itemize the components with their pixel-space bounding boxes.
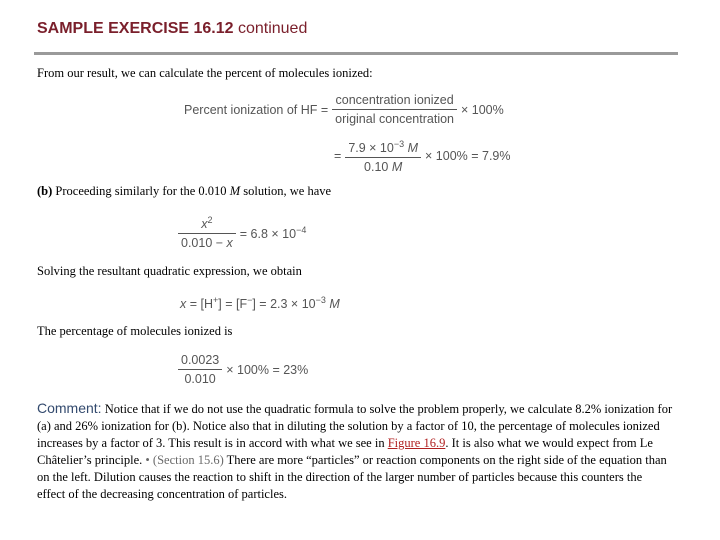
comment-label: Comment: xyxy=(37,400,102,416)
eq3-denominator: 0.010 − x xyxy=(181,236,233,251)
percentage-text: The percentage of molecules ionized is xyxy=(37,324,233,338)
eq2-equals: = xyxy=(334,148,342,163)
eq1-lhs: Percent ionization of HF = xyxy=(184,102,329,117)
part-b-label: (b) xyxy=(37,184,53,198)
equation-quadratic xyxy=(178,212,310,251)
equation-hf-result xyxy=(334,136,515,175)
section-reference: • (Section 15.6) xyxy=(145,453,224,467)
intro-text: From our result, we can calculate the percent of molecules ionized: xyxy=(37,66,373,80)
eq3-rhs: = $6.8 \times 10^{-4}$ xyxy=(239,224,307,241)
equation-percent-result xyxy=(178,352,312,387)
page-title xyxy=(37,20,307,38)
equation-x-value: $x = [H^+] = [F^-] = 2.3 \times 10^{-3}$ M xyxy=(180,295,340,312)
comment-paragraph xyxy=(37,400,673,503)
eq3-numerator: $x^2$ xyxy=(178,212,236,234)
part-b-text-pre: Proceeding similarly for the 0.010 xyxy=(52,184,230,198)
title-bold: SAMPLE EXERCISE 16.12 xyxy=(37,20,234,37)
part-b-text xyxy=(37,184,331,199)
eq5-rhs: × 100% = 23% xyxy=(226,362,309,377)
eq1-fraction xyxy=(332,92,457,127)
figure-link[interactable]: Figure 16.9 xyxy=(387,436,446,450)
comment-text-3: There are more “particles” or reaction components on the right side of the equation than on the left. Dilution causes the reaction to shift in the direction of the larger number of particles because this counters the effect of the decreasing concentration of particles. xyxy=(37,453,667,501)
equation-percent-ionization xyxy=(180,92,508,127)
comment-text-1: Notice that if we do not use the quadratic formula to solve the problem properly, we calculate 8.2% ionization for (a) and 26% ionization for (b). Notice also that in diluting the solution by a factor of 10, the percentage of molecules ionized increases by a factor of 3. This result is in accord with what we see in xyxy=(37,402,673,450)
eq2-fraction xyxy=(345,136,421,175)
eq1-numerator: concentration ionized xyxy=(332,92,457,110)
comment-text-2: . It is also what we would expect from Le Châtelier’s principle. xyxy=(37,436,653,467)
title-continued: continued xyxy=(233,20,308,37)
eq1-times: × 100% xyxy=(461,102,504,117)
eq3-fraction xyxy=(178,212,236,251)
part-b-text-post: solution, we have xyxy=(240,184,332,198)
eq5-denominator: 0.010 xyxy=(184,372,216,386)
eq2-numerator: $7.9 \times 10^{-3}$ M xyxy=(345,136,421,158)
part-b-molar-unit: M xyxy=(229,184,241,198)
eq5-numerator: 0.0023 xyxy=(178,352,222,370)
title-divider xyxy=(34,52,678,55)
eq5-fraction xyxy=(178,352,222,387)
solving-text: Solving the resultant quadratic expression, we obtain xyxy=(37,264,302,278)
eq2-rhs: × 100% = 7.9% xyxy=(425,148,511,163)
eq2-denominator: 0.10 M xyxy=(364,160,403,175)
eq1-denominator: original concentration xyxy=(335,112,454,126)
